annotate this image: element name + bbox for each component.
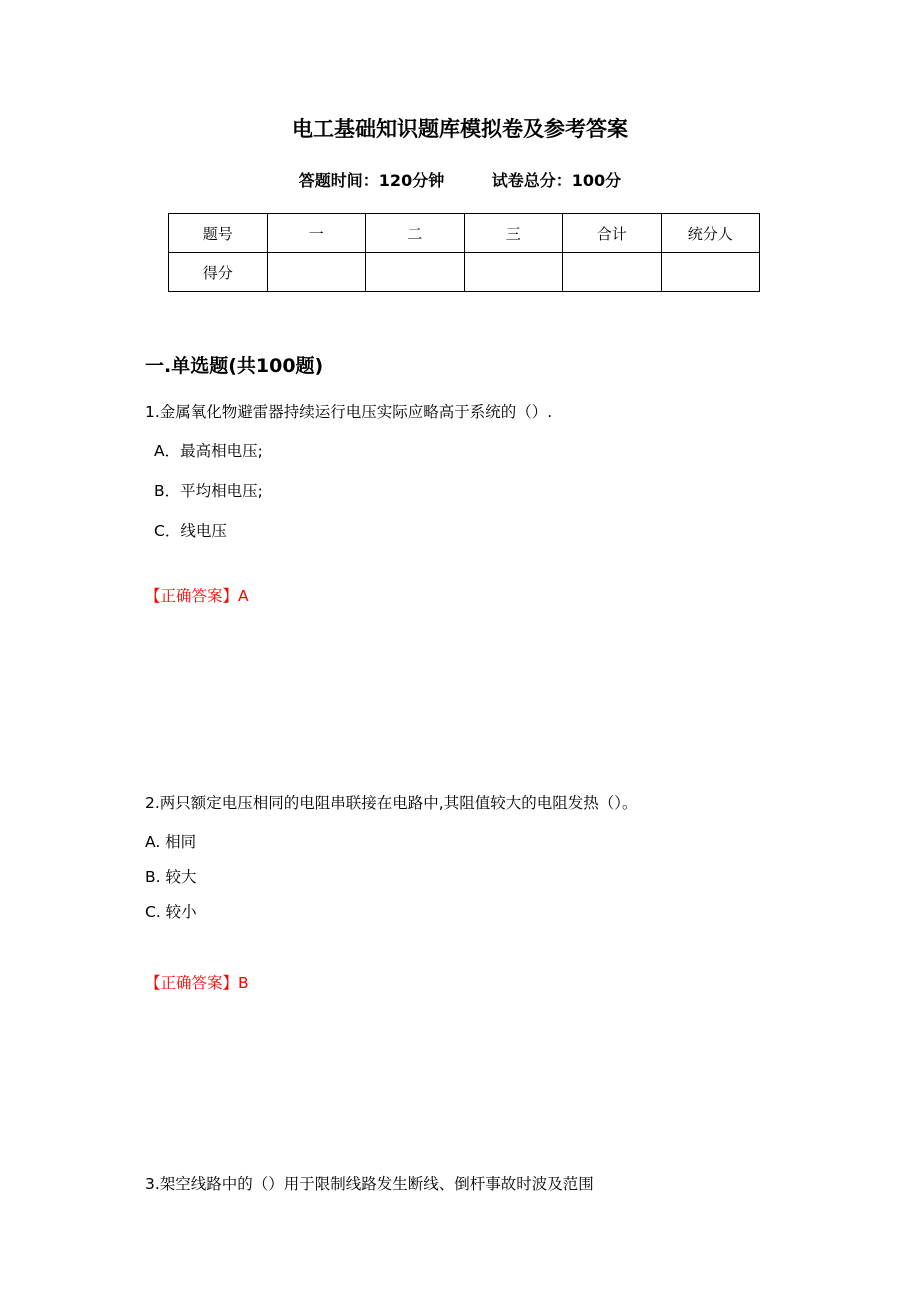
document-title: 电工基础知识题库模拟卷及参考答案 [292, 117, 628, 141]
question-text: 3.架空线路中的（）用于限制线路发生断线、倒杆事故时波及范围 [145, 1175, 594, 1193]
score-table-cell-empty [366, 253, 465, 292]
exam-total-score: 试卷总分：100分 [491, 171, 622, 190]
question-2-answer [145, 973, 800, 994]
score-table-cell-three: 三 [464, 214, 563, 253]
question-text: 1.金属氧化物避雷器持续运行电压实际应略高于系统的（）. [145, 403, 553, 421]
question-1-option-c: C．线电压 [154, 522, 227, 540]
exam-time: 答题时间：120分钟 [298, 171, 445, 190]
answer-letter: A [238, 587, 249, 605]
question-1-option-b: B．平均相电压; [154, 482, 263, 500]
answer-label: 【正确答案】 [145, 974, 239, 992]
question-2 [145, 793, 800, 994]
question-2-option-c: C. 较小 [145, 903, 197, 921]
score-table-score-row [169, 253, 760, 292]
score-table [168, 213, 760, 292]
question-1 [145, 402, 800, 607]
score-table-cell-two: 二 [366, 214, 465, 253]
score-table-cell-empty [267, 253, 366, 292]
score-table-cell-score-label: 得分 [169, 253, 268, 292]
question-2-option-b: B. 较大 [145, 868, 197, 886]
score-table-cell-empty [661, 253, 760, 292]
score-table-cell-total: 合计 [563, 214, 662, 253]
score-table-cell-empty [464, 253, 563, 292]
score-table-cell-one: 一 [267, 214, 366, 253]
score-table-header-row [169, 214, 760, 253]
score-table-cell-grader: 统分人 [661, 214, 760, 253]
score-table-cell-question-no: 题号 [169, 214, 268, 253]
section-heading: 一.单选题(共100题) [145, 355, 324, 377]
question-1-option-a: A．最高相电压; [154, 442, 263, 460]
answer-label: 【正确答案】 [145, 587, 239, 605]
question-2-option-a: A. 相同 [145, 833, 197, 851]
question-3 [145, 1174, 800, 1195]
score-table-cell-empty [563, 253, 662, 292]
question-1-answer [145, 586, 800, 607]
answer-letter: B [238, 974, 249, 992]
question-text: 2.两只额定电压相同的电阻串联接在电路中,其阻值较大的电阻发热（）。 [145, 794, 638, 812]
exam-meta [0, 168, 920, 191]
